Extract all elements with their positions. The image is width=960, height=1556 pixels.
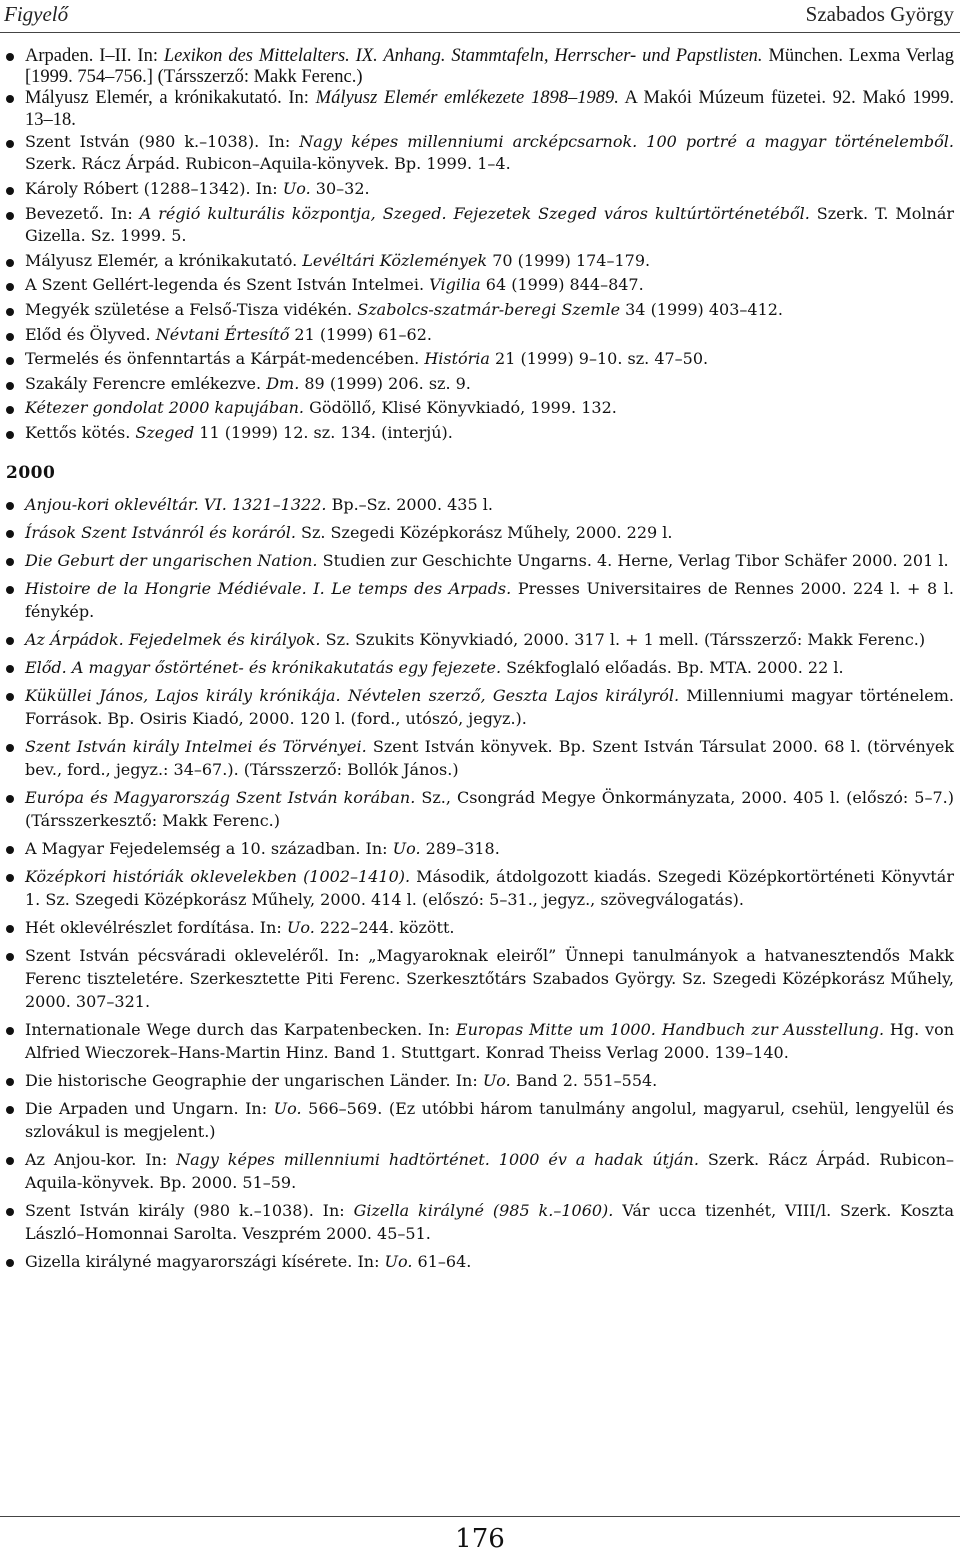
entry-text: Mályusz Elemér, a krónikakutató. xyxy=(25,250,303,270)
entry-text: Sz. Szegedi Középkorász Műhely, 2000. 229 l. xyxy=(295,522,673,542)
entry-title: Uo. xyxy=(392,838,421,858)
bibliography-list-2000 xyxy=(0,493,960,1273)
entry-title: Uo. xyxy=(286,917,315,937)
entry-text: 21 (1999) 61–62. xyxy=(289,324,432,344)
entry-text: Hét oklevélrészlet fordítása. In: xyxy=(25,917,287,937)
bibliography-entry xyxy=(0,250,960,273)
entry-text: Megyék születése a Felső-Tisza vidékén. xyxy=(25,299,358,319)
entry-text: 11 (1999) 12. sz. 134. (interjú). xyxy=(194,422,453,442)
entry-text: A Makói Múzeum füzetei. 92. Makó 1999. 13–18. xyxy=(25,88,954,130)
entry-title: Mályusz Elemér emlékezete 1898–1989. xyxy=(315,88,619,109)
entry-title: Die Geburt der ungarischen Nation. xyxy=(25,550,318,570)
entry-text: Szent István könyvek. Bp. Szent István Társulat 2000. 68 l. (törvények bev., ford., jegyz.: 34–67.). (Társszerző: Bollók János.) xyxy=(25,736,955,779)
entry-title: Az Árpádok. Fejedelmek és királyok. xyxy=(25,629,321,649)
entry-text: 34 (1999) 403–412. xyxy=(620,299,784,319)
entry-text: 21 (1999) 9–10. sz. 47–50. xyxy=(489,349,709,369)
entry-text: 89 (1999) 206. sz. 9. xyxy=(299,373,471,393)
bibliography-entry xyxy=(0,46,960,88)
entry-title: Uo. xyxy=(282,179,311,198)
entry-text: Bevezető. In: xyxy=(25,203,140,223)
entry-text: Károly Róbert (1288–1342). In: xyxy=(25,179,283,198)
entry-text: Szakály Ferencre emlékezve. xyxy=(25,373,267,393)
entry-title: Szent István király Intelmei és Törvényei. xyxy=(25,736,367,756)
entry-text: Presses Universitaires de Rennes 2000. 224 l. + 8 l. fénykép. xyxy=(25,578,955,621)
entry-title: Gizella királyné (985 k.–1060). xyxy=(353,1200,614,1220)
section-title: Figyelő xyxy=(4,2,69,26)
bibliography-entry xyxy=(0,131,960,176)
bibliography-entry xyxy=(0,656,960,679)
entry-title: Uo. xyxy=(273,1098,302,1118)
bibliography-entry xyxy=(0,1018,960,1064)
entry-text: Előd és Ölyved. xyxy=(25,324,156,344)
entry-title: Uo. xyxy=(482,1070,511,1090)
entry-text: Szent István (980 k.–1038). In: xyxy=(25,131,300,151)
entry-text: Szerk. T. Molnár Gizella. Sz. 1999. 5. xyxy=(25,203,955,246)
bibliography-entry xyxy=(0,178,960,201)
entry-title: Vigilia xyxy=(429,275,481,295)
bibliography-entry xyxy=(0,397,960,420)
bibliography-entry xyxy=(0,324,960,347)
header-divider xyxy=(0,32,960,33)
entry-title: Anjou-kori oklevéltár. VI. 1321–1322. xyxy=(25,494,327,514)
entry-text: Arpaden. I–II. In: xyxy=(25,46,164,66)
bibliography-entry xyxy=(0,549,960,572)
entry-title: Névtani Értesítő xyxy=(155,324,290,344)
entry-text: Szent István király (980 k.–1038). In: xyxy=(25,1200,354,1220)
entry-text: Az Anjou-kor. In: xyxy=(25,1149,177,1169)
entry-text: Hg. von Alfried Wieczorek–Hans-Martin Hinz. Band 1. Stuttgart. Konrad Theiss Verlag 2000. 139–140. xyxy=(25,1019,955,1062)
entry-text: Kettős kötés. xyxy=(25,422,136,442)
entry-title: Levéltári Közlemények xyxy=(302,250,488,270)
entry-text: Sz., Csongrád Megye Önkormányzata, 2000. 405 l. (előszó: 5–7.) (Társszerkesztő: Makk Ferenc.) xyxy=(25,787,954,830)
bibliography-entry xyxy=(0,1250,960,1273)
bibliography-entry xyxy=(0,577,960,623)
bibliography-entry xyxy=(0,735,960,781)
bibliography-entry xyxy=(0,865,960,911)
entry-title: Europas Mitte um 1000. Handbuch zur Ausstellung. xyxy=(455,1019,885,1039)
entry-text: Bp.–Sz. 2000. 435 l. xyxy=(326,494,493,514)
entry-text: Szerk. Rácz Árpád. Rubicon–Aquila-könyvek. Bp. 1999. 1–4. xyxy=(25,154,511,174)
entry-text: 30–32. xyxy=(310,179,370,198)
entry-title: A régió kulturális központja, Szeged. Fejezetek Szeged város kultúrtörténetéből. xyxy=(139,203,810,223)
bibliography xyxy=(0,46,960,1278)
bibliography-entry xyxy=(0,786,960,832)
bibliography-entry xyxy=(0,916,960,939)
entry-text: Sz. Szukits Könyvkiadó, 2000. 317 l. + 1 mell. (Társszerző: Makk Ferenc.) xyxy=(320,629,926,649)
entry-title: Európa és Magyarország Szent István korában. xyxy=(25,787,416,807)
bibliography-entry xyxy=(0,628,960,651)
entry-title: Írások Szent Istvánról és koráról. xyxy=(25,522,296,542)
year-heading: 2000 xyxy=(6,462,56,483)
entry-text: Die historische Geographie der ungarischen Länder. In: xyxy=(25,1070,483,1090)
entry-text: Szerk. Rácz Árpád. Rubicon–Aquila-könyvek. Bp. 2000. 51–59. xyxy=(25,1149,954,1192)
entry-title: Kétezer gondolat 2000 kapujában. xyxy=(25,398,305,418)
entry-text: A Magyar Fejedelemség a 10. században. In: xyxy=(25,838,393,858)
author-name: Szabados György xyxy=(805,2,954,26)
entry-text: Termelés és önfenntartás a Kárpát-medencében. xyxy=(25,349,425,369)
bibliography-entry xyxy=(0,88,960,130)
entry-text: Studien zur Geschichte Ungarns. 4. Herne, Verlag Tibor Schäfer 2000. 201 l. xyxy=(317,550,949,570)
entry-text: Internationale Wege durch das Karpatenbecken. In: xyxy=(25,1019,456,1039)
entry-text: Gödöllő, Klisé Könyvkiadó, 1999. 132. xyxy=(304,398,617,418)
bibliography-entry xyxy=(0,944,960,1013)
entry-text: Második, átdolgozott kiadás. Szegedi Középkortörténeti Könyvtár 1. Sz. Szegedi Középkorász Műhely, 2000. 414 l. (előszó: 5–31., jegyz., szövegválogatás). xyxy=(25,866,954,909)
entry-title: Szeged xyxy=(135,422,195,442)
bibliography-list-1999-b xyxy=(0,131,960,445)
entry-title: Dm. xyxy=(266,373,300,393)
footer-divider xyxy=(0,1516,960,1517)
entry-title: Nagy képes millenniumi hadtörténet. 1000 év a hadak útján. xyxy=(176,1149,699,1169)
entry-text: A Szent Gellért-legenda és Szent István Intelmei. xyxy=(25,275,430,295)
entry-title: Nagy képes millenniumi arcképcsarnok. 100 portré a magyar történelemből. xyxy=(299,131,954,151)
entry-title: Lexikon des Mittelalters. IX. Anhang. Stammtafeln, Herrscher- und Papstlisten. xyxy=(163,46,763,66)
bibliography-entry xyxy=(0,521,960,544)
entry-text: Gizella királyné magyarországi kísérete. In: xyxy=(25,1251,385,1271)
entry-title: Szabolcs-szatmár-beregi Szemle xyxy=(357,299,621,319)
bibliography-list-1999-a xyxy=(0,46,960,131)
entry-text: 289–318. xyxy=(420,838,500,858)
bibliography-entry xyxy=(0,837,960,860)
entry-text: München. Lexma Verlag [1999. 754–756.] (Társszerző: Makk Ferenc.) xyxy=(25,46,955,88)
entry-title: Küküllei János, Lajos király krónikája. Névtelen szerző, Geszta Lajos királyról. xyxy=(25,685,680,705)
entry-text: Szent István pécsváradi okleveléről. In: „Magyaroknak eleiről” Ünnepi tanulmányok a hatvanesztendős Makk Ferenc tiszteletére. Szerkesztette Piti Ferenc. Szerkesztőtárs Szabados György. Sz. Szegedi Középkorász Műhely, 2000. 307–321. xyxy=(25,945,954,1011)
entry-text: Millenniumi magyar történelem. Források. Bp. Osiris Kiadó, 2000. 120 l. (ford., utószó, jegyz.). xyxy=(25,685,955,728)
entry-text: Vár ucca tizenhét, VIII/l. Szerk. Koszta László–Homonnai Sarolta. Veszprém 2000. 45–51. xyxy=(25,1200,954,1243)
bibliography-entry xyxy=(0,422,960,445)
entry-title: Uo. xyxy=(384,1251,413,1271)
entry-text: 64 (1999) 844–847. xyxy=(480,275,644,295)
page-number: 176 xyxy=(455,1524,505,1554)
page-header xyxy=(0,0,960,34)
bibliography-entry xyxy=(0,1069,960,1092)
entry-title: Histoire de la Hongrie Médiévale. I. Le temps des Arpads. xyxy=(25,578,512,598)
entry-title: Középkori históriák oklevelekben (1002–1410). xyxy=(25,866,411,886)
bibliography-entry xyxy=(0,1097,960,1143)
entry-text: 222–244. között. xyxy=(314,917,455,937)
entry-text: 566–569. (Ez utóbbi három tanulmány angolul, magyarul, csehül, lengyelül és szlovákul is megjelent.) xyxy=(25,1098,955,1141)
entry-text: 70 (1999) 174–179. xyxy=(487,250,651,270)
entry-text: Mályusz Elemér, a krónikakutató. In: xyxy=(25,88,316,109)
bibliography-entry xyxy=(0,493,960,516)
bibliography-entry xyxy=(0,1199,960,1245)
bibliography-entry xyxy=(0,299,960,322)
entry-text: Die Arpaden und Ungarn. In: xyxy=(25,1098,274,1118)
entry-title: História xyxy=(424,349,490,369)
bibliography-entry xyxy=(0,684,960,730)
bibliography-entry xyxy=(0,348,960,371)
entry-title: Előd. A magyar őstörténet- és krónikakutatás egy fejezete. xyxy=(25,657,502,677)
bibliography-entry xyxy=(0,1148,960,1194)
entry-text: Székfoglaló előadás. Bp. MTA. 2000. 22 l. xyxy=(501,657,844,677)
bibliography-entry xyxy=(0,373,960,396)
entry-text: Band 2. 551–554. xyxy=(510,1070,658,1090)
bibliography-entry xyxy=(0,274,960,297)
entry-text: 61–64. xyxy=(412,1251,472,1271)
bibliography-entry xyxy=(0,203,960,248)
